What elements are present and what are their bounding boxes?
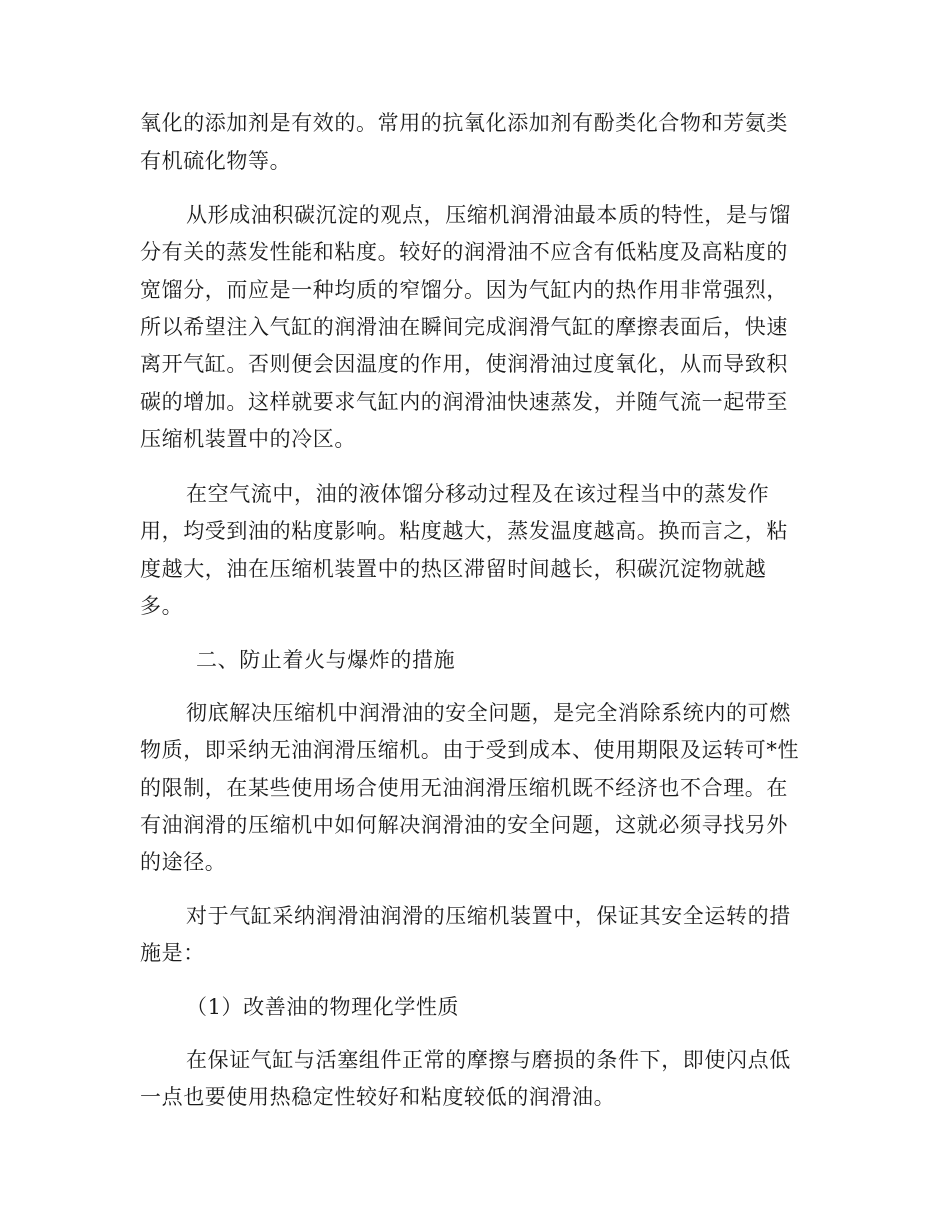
paragraph-line: 离开气缸。否则便会因温度的作用，使润滑油过度氧化，从而导致积	[140, 352, 788, 376]
paragraph-line: 在保证气缸与活塞组件正常的摩擦与磨损的条件下，即使闪点低	[186, 1048, 791, 1072]
paragraph-line: 碳的增加。这样就要求气缸内的润滑油快速蒸发，并随气流一起带至	[140, 390, 788, 414]
paragraph-line: 有机硫化物等。	[140, 149, 292, 173]
paragraph-line: 彻底解决压缩机中润滑油的安全问题，是完全消除系统内的可燃	[186, 701, 791, 725]
subsection-heading: （1）改善油的物理化学性质	[186, 995, 460, 1019]
paragraph-line: 分有关的蒸发性能和粘度。较好的润滑油不应含有低粘度及高粘度的	[140, 240, 788, 264]
paragraph-line: 对于气缸采纳润滑油润滑的压缩机装置中，保证其安全运转的措	[186, 904, 791, 928]
paragraph-line: 多。	[140, 594, 184, 618]
paragraph-line: 氧化的添加剂是有效的。常用的抗氧化添加剂有酚类化合物和芳氨类	[140, 111, 788, 135]
paragraph-line: 宽馏分，而应是一种均质的窄馏分。因为气缸内的热作用非常强烈，	[140, 278, 788, 302]
paragraph-line: 所以希望注入气缸的润滑油在瞬间完成润滑气缸的摩擦表面后，快速	[140, 315, 788, 339]
paragraph-line: 物质，即采纳无油润滑压缩机。由于受到成本、使用期限及运转可*性	[140, 738, 800, 762]
paragraph-line: 的途径。	[140, 850, 227, 874]
paragraph-line: 用，均受到油的粘度影响。粘度越大，蒸发温度越高。换而言之，粘	[140, 519, 788, 543]
paragraph-line: 一点也要使用热稳定性较好和粘度较低的润滑油。	[140, 1085, 616, 1109]
paragraph-line: 的限制，在某些使用场合使用无油润滑压缩机既不经济也不合理。在	[140, 776, 788, 800]
paragraph-line: 施是：	[140, 941, 205, 965]
section-heading: 二、防止着火与爆炸的措施	[196, 648, 456, 672]
paragraph-line: 有油润滑的压缩机中如何解决润滑油的安全问题，这就必须寻找另外	[140, 813, 788, 837]
paragraph-line: 压缩机装置中的冷区。	[140, 427, 356, 451]
paragraph-line: 度越大，油在压缩机装置中的热区滞留时间越长，积碳沉淀物就越	[140, 557, 767, 581]
paragraph-line: 从形成油积碳沉淀的观点，压缩机润滑油最本质的特性，是与馏	[186, 203, 791, 227]
paragraph-line: 在空气流中，油的液体馏分移动过程及在该过程当中的蒸发作	[186, 482, 770, 506]
